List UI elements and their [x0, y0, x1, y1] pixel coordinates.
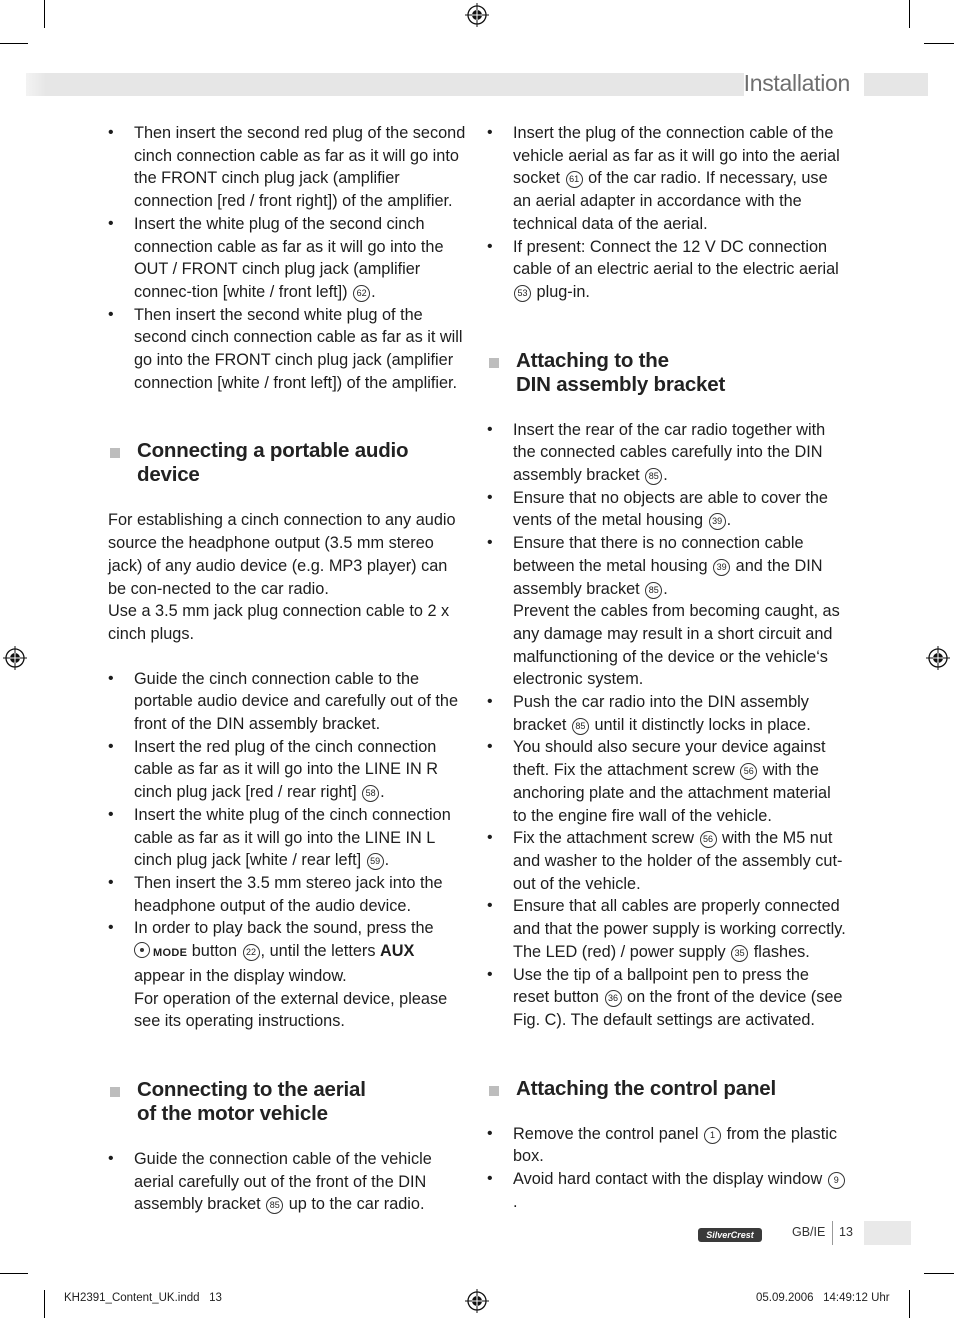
page-number: 13: [839, 1225, 853, 1239]
list-item: • Insert the white plug of the second cinch connection cable as far as it will go into the OUT / FRONT cinch plug jack (amplifier connec-tion [white / front left]) 62 .: [108, 213, 468, 304]
reference-number: 56: [740, 763, 757, 780]
footer-divider: [832, 1221, 833, 1245]
square-bullet-icon: [110, 1087, 120, 1097]
bullet-list: [108, 668, 468, 1033]
page-title: Installation: [743, 70, 850, 96]
list-item: • Then insert the 3.5 mm stereo jack into the headphone output of the audio device.: [108, 872, 468, 917]
reference-number: 36: [605, 990, 622, 1007]
list-item: • Guide the connection cable of the vehicle aerial carefully out of the front of the DIN assembly bracket 85 up to the car radio.: [108, 1148, 468, 1216]
list-item: • Remove the control panel 1 from the plastic box.: [487, 1123, 847, 1168]
list-item: • Ensure that all cables are properly connected and that the power supply is working correctly. The LED (red) / power supply 35 flashes.: [487, 895, 847, 963]
crop-mark: [924, 43, 954, 44]
slug-filename: KH2391_Content_UK.indd 13: [64, 1292, 222, 1304]
bullet-list: [487, 122, 847, 304]
list-item: • In order to play back the sound, press the MODE button 22 , until the letters AUX appear in the display window. For operation of the external device, please see its operating instructions.: [108, 917, 468, 1033]
reference-number: 35: [731, 945, 748, 962]
mode-button-icon: [134, 942, 150, 958]
list-item: • Then insert the second white plug of the second cinch connection cable as far as it will go into the FRONT cinch plug jack (amplifier connection [white / front left]) of the amplifier.: [108, 304, 468, 395]
list-item: • Fix the attachment screw 56 with the M5 nut and washer to the holder of the assembly cut-out of the vehicle.: [487, 827, 847, 895]
square-bullet-icon: [489, 358, 499, 368]
list-item: • Avoid hard contact with the display window 9.: [487, 1168, 847, 1213]
reference-number: 58: [362, 785, 379, 802]
reference-number: 85: [645, 582, 662, 599]
paragraph: Use a 3.5 mm jack plug connection cable to 2 x cinch plugs.: [108, 602, 450, 643]
list-item: • Insert the white plug of the cinch connection cable as far as it will go into the LINE IN L cinch plug jack [white / rear left] 59 .: [108, 804, 468, 872]
registration-mark-icon: [3, 646, 27, 670]
square-bullet-icon: [489, 1086, 499, 1096]
reference-number: 22: [243, 944, 260, 961]
section-heading: Attaching to the DIN assembly bracket: [487, 349, 847, 397]
section-heading: Connecting a portable audio device: [108, 439, 468, 487]
section-heading: Attaching the control panel: [487, 1077, 847, 1101]
bullet-list: [108, 122, 468, 394]
list-item: • Ensure that there is no connection cable between the metal housing 39 and the DIN assembly bracket 85 . Prevent the cables from becoming caught, as any damage may result in a short circuit and malfunctioning of the device or the vehicle‘s electronic system.: [487, 532, 847, 691]
bullet-list: [487, 1123, 847, 1214]
list-item: • Push the car radio into the DIN assembly bracket 85 until it distinctly locks in place.: [487, 691, 847, 736]
list-item: • Use the tip of a ballpoint pen to press the reset button 36 on the front of the device (see Fig. C). The default settings are activated.: [487, 964, 847, 1032]
brand-logo: SilverCrest: [698, 1228, 762, 1242]
section-heading: Connecting to the aerial of the motor vehicle: [108, 1078, 468, 1126]
reference-number: 1: [704, 1127, 721, 1144]
bullet-list: [487, 419, 847, 1032]
crop-mark: [909, 0, 910, 28]
reference-number: 85: [645, 468, 662, 485]
crop-mark: [0, 1273, 28, 1274]
left-column: [108, 122, 468, 1216]
slug-timestamp: 05.09.2006 14:49:12 Uhr: [756, 1292, 890, 1304]
crop-mark: [0, 43, 28, 44]
reference-number: 9: [828, 1172, 845, 1189]
bullet-list: [108, 1148, 468, 1216]
registration-mark-icon: [926, 646, 950, 670]
crop-mark: [924, 1273, 954, 1274]
list-item: • Insert the rear of the car radio together with the connected cables carefully into the DIN assembly bracket 85 .: [487, 419, 847, 487]
list-item: • If present: Connect the 12 V DC connection cable of an electric aerial to the electric aerial 53 plug-in.: [487, 236, 847, 304]
reference-number: 39: [713, 559, 730, 576]
list-item: • You should also secure your device against theft. Fix the attachment screw 56 with the anchoring plate and the attachment material to the engine fire wall of the vehicle.: [487, 736, 847, 827]
reference-number: 56: [700, 831, 717, 848]
reference-number: 59: [367, 853, 384, 870]
reference-number: 61: [566, 171, 583, 188]
reference-number: 39: [709, 513, 726, 530]
reference-number: 62: [353, 285, 370, 302]
right-column: [487, 122, 847, 1213]
crop-mark: [909, 1290, 910, 1318]
registration-mark-icon: [465, 1289, 489, 1313]
list-item: • Ensure that no objects are able to cover the vents of the metal housing 39 .: [487, 487, 847, 532]
list-item: • Then insert the second red plug of the second cinch connection cable as far as it will go into the FRONT cinch plug jack (amplifier connection [red / front right]) of the amplifier.: [108, 122, 468, 213]
paragraph: For establishing a cinch connection to any audio source the headphone output (3.5 mm stereo jack) of any audio device (e.g. MP3 player) can be con-nected to the car radio.: [108, 511, 456, 598]
list-item: • Insert the plug of the connection cable of the vehicle aerial as far as it will go into the aerial socket 61 of the car radio. If necessary, use an aerial adapter in accordance with the technical data of the aerial.: [487, 122, 847, 236]
list-item: • Guide the cinch connection cable to the portable audio device and carefully out of the front of the DIN assembly bracket.: [108, 668, 468, 736]
square-bullet-icon: [110, 448, 120, 458]
crop-mark: [44, 1290, 45, 1318]
region-label: GB/IE: [792, 1225, 826, 1239]
reference-number: 85: [266, 1197, 283, 1214]
registration-mark-icon: [465, 3, 489, 27]
reference-number: 85: [572, 718, 589, 735]
list-item: • Insert the red plug of the cinch connection cable as far as it will go into the LINE IN R cinch plug jack [red / rear right] 58 .: [108, 736, 468, 804]
crop-mark: [44, 0, 45, 28]
footer-box: [864, 1221, 911, 1245]
reference-number: 53: [514, 285, 531, 302]
